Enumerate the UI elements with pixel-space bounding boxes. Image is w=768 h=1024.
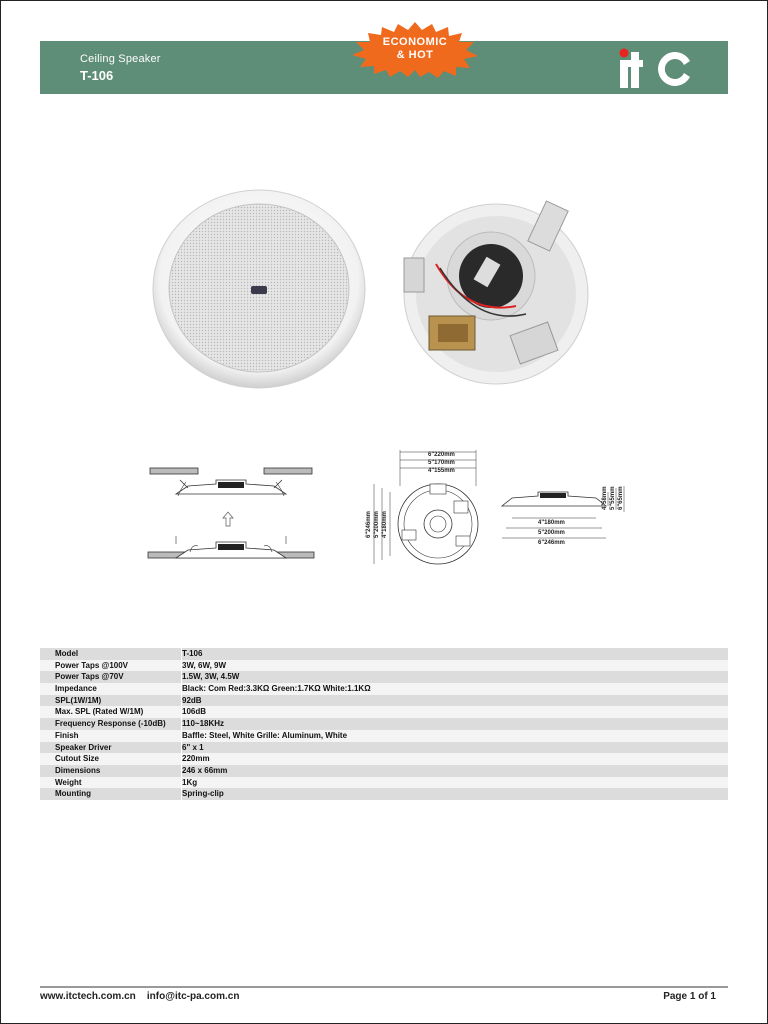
spec-row-max-spl [40, 706, 728, 718]
product-category: Ceiling Speaker [80, 53, 161, 65]
spec-label: Speaker Driver [40, 742, 182, 754]
dim-side-right-1: 4"58mm [602, 486, 608, 510]
spec-value: T-106 [182, 649, 203, 658]
dim-side-right-2: 5"55mm [610, 486, 616, 510]
badge-line-2: & HOT [396, 49, 434, 61]
dim-top-3: 4"155mm [428, 468, 455, 474]
spec-label: Frequency Response (-10dB) [40, 718, 182, 730]
spec-table [40, 648, 728, 800]
spec-row-power-100v [40, 660, 728, 672]
spec-value: 3W, 6W, 9W [182, 660, 227, 670]
footer-divider [40, 986, 728, 988]
page-number: Page 1 of 1 [663, 991, 716, 1002]
dimension-drawing-side [496, 484, 626, 550]
product-model: T-106 [80, 68, 114, 83]
spec-row-spl [40, 695, 728, 707]
website-link[interactable]: www.itctech.com.cn [40, 991, 136, 1002]
spec-row-mounting [40, 788, 728, 800]
email-link[interactable]: info@itc-pa.com.cn [146, 991, 240, 1002]
dim-side-bottom-3: 6"246mm [538, 540, 565, 546]
spec-value: Black: Com Red:3.3KΩ Green:1.7KΩ White:1.1KΩ [182, 684, 371, 694]
spec-row-dimensions [40, 765, 728, 777]
itc-logo [618, 47, 696, 89]
spec-label: Finish [40, 730, 182, 742]
spec-value: 106dB [182, 707, 207, 717]
spec-row-power-70v [40, 671, 728, 683]
spec-value: Baffle: Steel, White Grille: Aluminum, White [182, 730, 348, 740]
spec-row-driver [40, 742, 728, 754]
spec-label: Weight [40, 777, 182, 789]
spec-row-weight [40, 777, 728, 789]
spec-row-model [40, 648, 728, 660]
spec-label: Dimensions [40, 765, 182, 777]
spec-row-impedance [40, 683, 728, 695]
dim-side-right-3: 6"65mm [618, 486, 624, 510]
spec-value: Spring-clip [182, 789, 224, 799]
spec-value: 1.5W, 3W, 4.5W [182, 672, 240, 682]
spec-label: Max. SPL (Rated W/1M) [40, 706, 182, 718]
spec-value: 220mm [182, 754, 210, 764]
spec-value: 92dB [182, 695, 202, 705]
spec-label: Power Taps @100V [40, 660, 182, 672]
dim-left-3: 4"180mm [382, 511, 388, 538]
dim-side-bottom-1: 4"180mm [538, 520, 565, 526]
spec-row-cutout [40, 753, 728, 765]
spec-value: 110~18KHz [182, 719, 225, 729]
spec-value: 1Kg [182, 777, 198, 787]
dim-left-1: 6"246mm [366, 511, 372, 538]
spec-row-finish [40, 730, 728, 742]
installation-diagram [146, 466, 316, 566]
speaker-back-photo [396, 196, 596, 388]
dimension-drawing-top [358, 446, 498, 570]
spec-value: 6" x 1 [182, 742, 204, 752]
spec-value: 246 x 66mm [182, 765, 228, 775]
spec-label: Power Taps @70V [40, 671, 182, 683]
spec-label: Model [40, 648, 182, 660]
badge-line-1: ECONOMIC [382, 36, 448, 48]
dim-side-bottom-2: 5"200mm [538, 530, 565, 536]
dim-left-2: 5"200mm [374, 511, 380, 538]
spec-label: Mounting [40, 788, 182, 800]
spec-label: SPL(1W/1M) [40, 695, 182, 707]
dim-top-1: 6"220mm [428, 452, 455, 458]
spec-row-frequency [40, 718, 728, 730]
speaker-front-photo [150, 188, 368, 393]
footer-contact [40, 991, 239, 1002]
spec-label: Impedance [40, 683, 182, 695]
dim-top-2: 5"170mm [428, 460, 455, 466]
spec-label: Cutout Size [40, 753, 182, 765]
badge-text [350, 36, 480, 62]
